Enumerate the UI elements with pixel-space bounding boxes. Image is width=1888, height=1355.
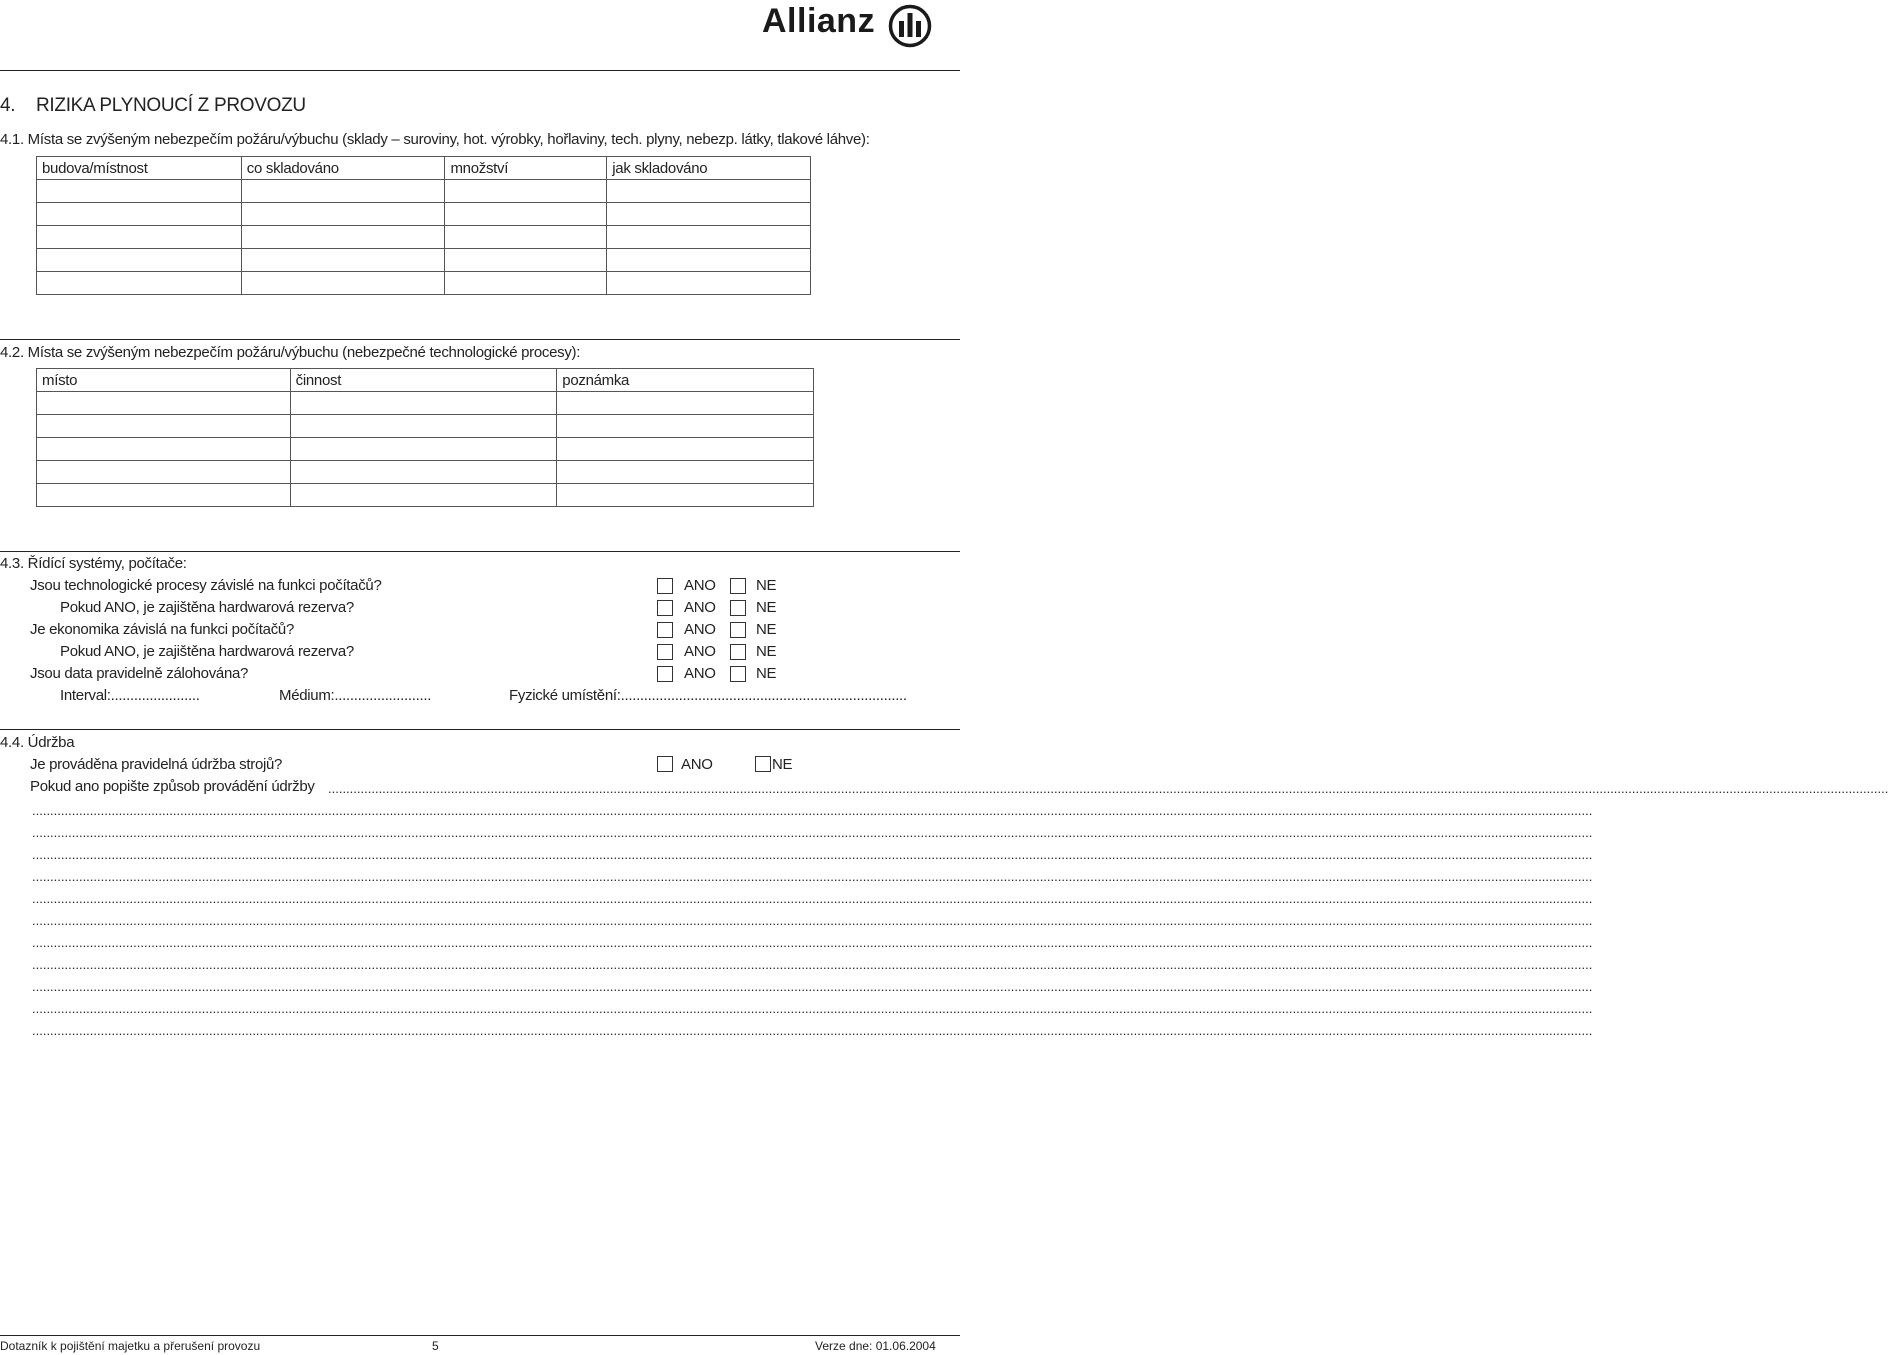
no-label: NE	[756, 577, 777, 594]
table-cell[interactable]	[290, 415, 557, 438]
table-cell[interactable]	[37, 484, 291, 507]
table-cell[interactable]	[607, 249, 811, 272]
s41-label: 4.1. Místa se zvýšeným nebezpečím požáru/výbuchu (sklady – suroviny, hot. výrobky, hořlaviny, tech. plyny, nebezp. látky, tlakové láhve):	[0, 131, 870, 148]
allianz-wordmark: Allianz	[762, 2, 876, 40]
no-label: NE	[756, 599, 777, 616]
yes-label: ANO	[684, 643, 716, 660]
no-label: NE	[756, 621, 777, 638]
section-rule	[0, 729, 960, 730]
table-cell[interactable]	[445, 226, 607, 249]
table-cell[interactable]	[37, 438, 291, 461]
s43-question: Jsou technologické procesy závislé na funkci počítačů?	[30, 577, 382, 594]
table-row	[37, 203, 811, 226]
no-checkbox[interactable]	[730, 644, 746, 660]
table-cell[interactable]	[445, 272, 607, 295]
no-checkbox[interactable]	[730, 578, 746, 594]
table-row	[37, 272, 811, 295]
table-row	[37, 249, 811, 272]
table-cell[interactable]	[557, 461, 814, 484]
answer-dotted-line[interactable]: ................................................................................................................................................................................................................................................................................................................................................................................................................................................	[32, 1023, 1593, 1038]
location-field[interactable]: Fyzické umístění:..........................................................................	[509, 687, 907, 704]
yes-checkbox[interactable]	[657, 622, 673, 638]
answer-dotted-line[interactable]: ................................................................................................................................................................................................................................................................................................................................................................................................................................................	[32, 891, 1593, 906]
footer-version: Verze dne: 01.06.2004	[815, 1339, 936, 1353]
section-rule	[0, 339, 960, 340]
s43-question: Je ekonomika závislá na funkci počítačů?	[30, 621, 294, 638]
table-cell[interactable]	[557, 438, 814, 461]
s41-col-header: jak skladováno	[607, 157, 811, 180]
s42-label: 4.2. Místa se zvýšeným nebezpečím požáru/výbuchu (nebezpečné technologické procesy):	[0, 344, 581, 361]
s41-col-header: množství	[445, 157, 607, 180]
no-label: NE	[756, 665, 777, 682]
table-row	[37, 438, 814, 461]
table-cell[interactable]	[445, 203, 607, 226]
s41-col-header: co skladováno	[241, 157, 445, 180]
table-cell[interactable]	[290, 438, 557, 461]
yes-checkbox[interactable]	[657, 756, 673, 772]
answer-dotted-line[interactable]: ................................................................................................................................................................................................................................................................................................................................................................................................................................................	[32, 913, 1593, 928]
no-checkbox[interactable]	[755, 756, 771, 772]
answer-dotted-line[interactable]: ................................................................................................................................................................................................................................................................................................................................................................................................................................................	[32, 847, 1593, 862]
table-cell[interactable]	[241, 226, 445, 249]
yes-checkbox[interactable]	[657, 666, 673, 682]
table-cell[interactable]	[241, 203, 445, 226]
yes-label: ANO	[684, 621, 716, 638]
answer-dotted-line[interactable]: ................................................................................................................................................................................................................................................................................................................................................................................................................................................	[32, 825, 1593, 840]
no-label: NE	[772, 756, 793, 773]
table-cell[interactable]	[241, 249, 445, 272]
yes-checkbox[interactable]	[657, 644, 673, 660]
section-number: 4.	[0, 95, 16, 116]
answer-dotted-line[interactable]: ................................................................................................................................................................................................................................................................................................................................................................................................................................................	[32, 957, 1593, 972]
table-row	[37, 461, 814, 484]
s42-table	[36, 368, 814, 507]
answer-dotted-line[interactable]: ................................................................................................................................................................................................................................................................................................................................................................................................................................................	[32, 869, 1593, 884]
section-rule	[0, 551, 960, 552]
no-label: NE	[756, 643, 777, 660]
table-cell[interactable]	[290, 461, 557, 484]
interval-field[interactable]: Interval:.......................	[60, 687, 200, 704]
s41-col-header: budova/místnost	[37, 157, 242, 180]
yes-label: ANO	[684, 599, 716, 616]
yes-checkbox[interactable]	[657, 600, 673, 616]
answer-dotted-line[interactable]: ................................................................................................................................................................................................................................................................................................................................................................................................................................................	[32, 1001, 1593, 1016]
table-cell[interactable]	[37, 392, 291, 415]
table-cell[interactable]	[290, 484, 557, 507]
table-cell[interactable]	[445, 180, 607, 203]
allianz-eagle-logo-icon	[888, 4, 932, 48]
s43-question: Jsou data pravidelně zálohována?	[30, 665, 249, 682]
table-cell[interactable]	[37, 180, 242, 203]
table-cell[interactable]	[445, 249, 607, 272]
describe-dotted-line[interactable]: ................................................................................................................................................................................................................................................................................................................................................................................................................................................	[328, 781, 1888, 796]
yes-checkbox[interactable]	[657, 578, 673, 594]
answer-dotted-line[interactable]: ................................................................................................................................................................................................................................................................................................................................................................................................................................................	[32, 979, 1593, 994]
s44-label: 4.4. Údržba	[0, 734, 75, 751]
section-title: RIZIKA PLYNOUCÍ Z PROVOZU	[36, 95, 306, 116]
table-row	[37, 415, 814, 438]
yes-label: ANO	[681, 756, 713, 773]
s41-table	[36, 156, 811, 295]
yes-label: ANO	[684, 577, 716, 594]
table-cell[interactable]	[557, 392, 814, 415]
table-cell[interactable]	[37, 203, 242, 226]
answer-dotted-line[interactable]: ................................................................................................................................................................................................................................................................................................................................................................................................................................................	[32, 803, 1593, 818]
medium-field[interactable]: Médium:.........................	[279, 687, 432, 704]
s42-col-header: činnost	[290, 369, 557, 392]
footer-rule	[0, 1335, 960, 1336]
no-checkbox[interactable]	[730, 600, 746, 616]
table-cell[interactable]	[607, 226, 811, 249]
table-cell[interactable]	[37, 272, 242, 295]
footer-page-number: 5	[432, 1339, 439, 1353]
table-row	[37, 226, 811, 249]
s43-question: Pokud ANO, je zajištěna hardwarová rezerva?	[60, 643, 354, 660]
table-cell[interactable]	[290, 392, 557, 415]
table-cell[interactable]	[241, 180, 445, 203]
table-row	[37, 484, 814, 507]
s42-col-header: poznámka	[557, 369, 814, 392]
s43-label: 4.3. Řídící systémy, počítače:	[0, 555, 187, 572]
table-cell[interactable]	[607, 203, 811, 226]
table-row	[37, 180, 811, 203]
table-cell[interactable]	[557, 415, 814, 438]
no-checkbox[interactable]	[730, 622, 746, 638]
s44-describe: Pokud ano popište způsob provádění údržby	[30, 778, 315, 795]
answer-dotted-line[interactable]: ................................................................................................................................................................................................................................................................................................................................................................................................................................................	[32, 935, 1593, 950]
table-cell[interactable]	[37, 415, 291, 438]
table-cell[interactable]	[607, 272, 811, 295]
table-cell[interactable]	[241, 272, 445, 295]
header-rule	[0, 70, 960, 71]
table-cell[interactable]	[607, 180, 811, 203]
s44-question: Je prováděna pravidelná údržba strojů?	[30, 756, 283, 773]
no-checkbox[interactable]	[730, 666, 746, 682]
table-cell[interactable]	[37, 226, 242, 249]
s42-col-header: místo	[37, 369, 291, 392]
yes-label: ANO	[684, 665, 716, 682]
footer-doc-title: Dotazník k pojištění majetku a přerušení provozu	[0, 1339, 261, 1353]
s43-question: Pokud ANO, je zajištěna hardwarová rezerva?	[60, 599, 354, 616]
table-cell[interactable]	[37, 461, 291, 484]
table-cell[interactable]	[557, 484, 814, 507]
table-cell[interactable]	[37, 249, 242, 272]
table-row	[37, 392, 814, 415]
